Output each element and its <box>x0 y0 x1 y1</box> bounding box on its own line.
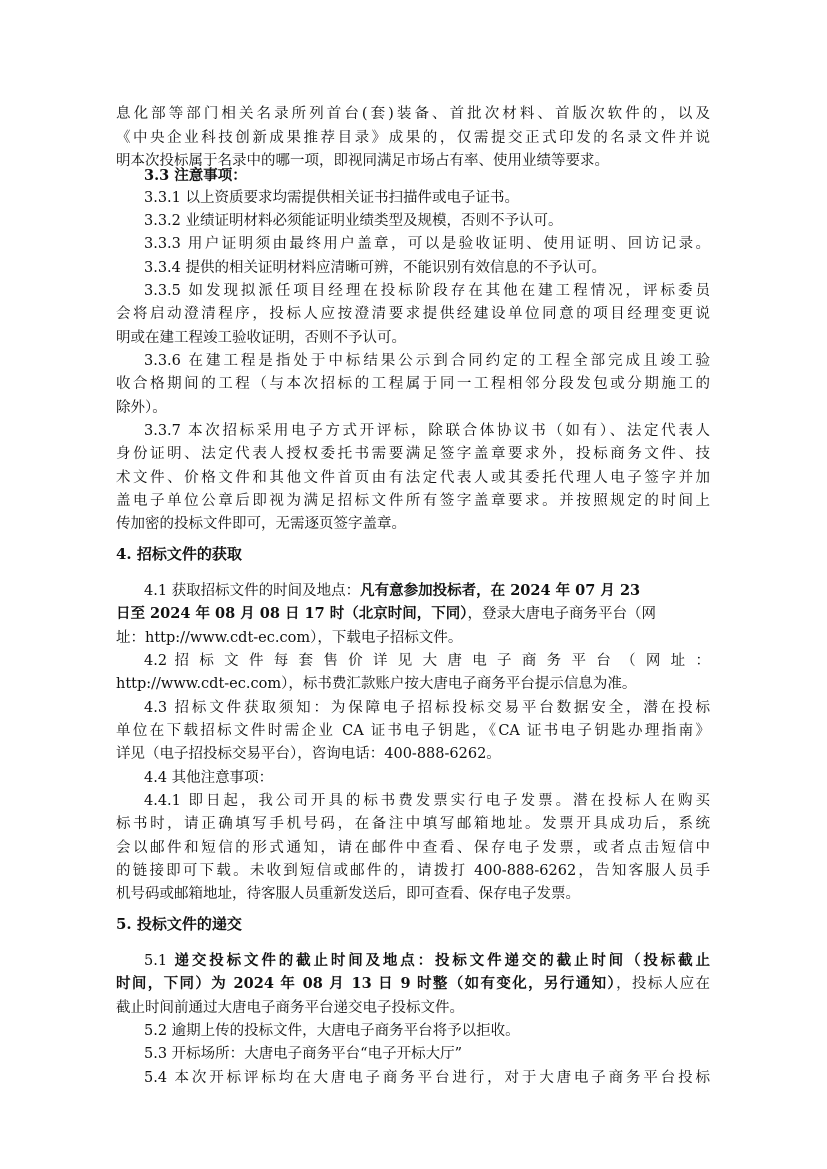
body-line: 除外）。 <box>116 400 167 416</box>
section-heading-5: 5. 投标文件的递交 <box>116 915 242 933</box>
section-heading-4: 4. 招标文件的获取 <box>116 545 242 563</box>
body-line: 会将启动澄清程序，投标人应按澄清要求提供经建设单位同意的项目经理变更说 <box>116 306 710 322</box>
body-line: 详见（电子招投标交易平台），咨询电话：400-888-6262。 <box>116 746 501 762</box>
body-line <box>116 603 656 625</box>
text-run: ，登录大唐电子商务平台（网 <box>467 606 657 622</box>
body-line: 3.3.3 用户证明须由最终用户盖章，可以是验收证明、使用证明、回访记录。 <box>144 236 710 252</box>
bold-run: 日至 2024 年 08 月 08 日 17 时（北京时间，下同） <box>116 605 468 622</box>
bold-run: 凡有意参加投标者，在 2024 年 07 月 23 <box>360 582 641 599</box>
body-line: 截止时间前通过大唐电子商务平台递交电子投标文件。 <box>116 1000 464 1016</box>
body-line: 3.3.1 以上资质要求均需提供相关证书扫描件或电子证书。 <box>144 190 520 206</box>
bold-run: 时间，下同）为 2024 年 08 月 13 日 9 时整（如有变化，另行通知） <box>116 975 617 992</box>
body-line: 单位在下载招标文件时需企业 CA 证书电子钥匙，《CA 证书电子钥匙办理指南》 <box>116 723 710 739</box>
body-line: 4.4.1 即日起，我公司开具的标书费发票实行电子发票。潜在投标人在购买 <box>144 793 710 809</box>
subsection-heading: 3.3 注意事项： <box>144 167 247 184</box>
body-line: 的链接即可下载。未收到短信或邮件的，请拨打 400-888-6262，告知客服人员手 <box>116 863 710 879</box>
body-line: 3.3.5 如发现拟派任项目经理在投标阶段存在其他在建工程情况，评标委员 <box>144 283 710 299</box>
body-line: 5.2 逾期上传的投标文件，大唐电子商务平台将予以拒收。 <box>144 1023 520 1039</box>
body-line: 4.2 招 标 文 件 每 套 售 价 详 见 大 唐 电 子 商 务 平 台 （ 网 址 ： <box>144 653 710 669</box>
body-line: 传加密的投标文件即可，无需逐页签字盖章。 <box>116 516 406 532</box>
body-line <box>144 950 710 972</box>
body-line: 3.3.2 业绩证明材料必须能证明业绩类型及规模，否则不予认可。 <box>144 213 563 229</box>
body-line: 盖电子单位公章后即视为满足招标文件所有签字盖章要求。并按照规定的时间上 <box>116 493 710 509</box>
text-run: ，投标人应在 <box>616 976 711 992</box>
bold-run: 递交投标文件的截止时间及地点：投标文件递交的截止时间（投标截止 <box>174 952 711 969</box>
body-line: 5.3 开标场所：大唐电子商务平台“电子开标大厅” <box>144 1046 462 1062</box>
body-line: 4.4 其他注意事项： <box>144 770 274 786</box>
body-line: 身份证明、法定代表人授权委托书需要满足签字盖章要求外，投标商务文件、技 <box>116 446 710 462</box>
body-line: 明本次投标属于名录中的哪一项，即视同满足市场占有率、使用业绩等要求。 <box>116 153 609 169</box>
body-line: 收合格期间的工程（与本次招标的工程属于同一工程相邻分段发包或分期施工的 <box>116 376 710 392</box>
body-line: 3.3.6 在建工程是指处于中标结果公示到合同约定的工程全部完成且竣工验 <box>144 353 710 369</box>
body-line: 《中央企业科技创新成果推荐目录》成果的，仅需提交正式印发的名录文件并说 <box>116 130 710 146</box>
body-line: 5.4 本次开标评标均在大唐电子商务平台进行，对于大唐电子商务平台投标 <box>144 1070 710 1086</box>
text-run: 4.1 获取招标文件的时间及地点： <box>144 583 361 599</box>
body-line <box>144 580 640 602</box>
body-line: 息化部等部门相关名录所列首台(套)装备、首批次材料、首版次软件的，以及 <box>116 106 710 122</box>
body-line: 3.3.7 本次招标采用电子方式开评标，除联合体协议书（如有）、法定代表人 <box>144 423 710 439</box>
body-line: 会以邮件和短信的形式通知，请在邮件中查看、保存电子发票，或者点击短信中 <box>116 840 710 856</box>
text-run: 5.1 <box>144 953 175 969</box>
body-line: 址：http://www.cdt-ec.com），下载电子招标文件。 <box>116 630 463 646</box>
body-line: 机号码或邮箱地址，待客服人员重新发送后，即可查看、保存电子发票。 <box>116 886 580 902</box>
body-line: 标书时，请正确填写手机号码，在备注中填写邮箱地址。发票开具成功后，系统 <box>116 816 710 832</box>
body-line: 术文件、价格文件和其他文件首页由有法定代表人或其委托代理人电子签字并加 <box>116 470 710 486</box>
body-line: 明或在建工程竣工验收证明，否则不予认可。 <box>116 330 406 346</box>
body-line <box>116 973 710 995</box>
body-line: 3.3.4 提供的相关证明材料应清晰可辨，不能识别有效信息的不予认可。 <box>144 260 607 276</box>
body-line: 4.3 招标文件获取须知：为保障电子招标投标交易平台数据安全，潜在投标 <box>144 700 710 716</box>
body-line: http://www.cdt-ec.com），标书费汇款账户按大唐电子商务平台提示信息为准。 <box>116 676 637 692</box>
